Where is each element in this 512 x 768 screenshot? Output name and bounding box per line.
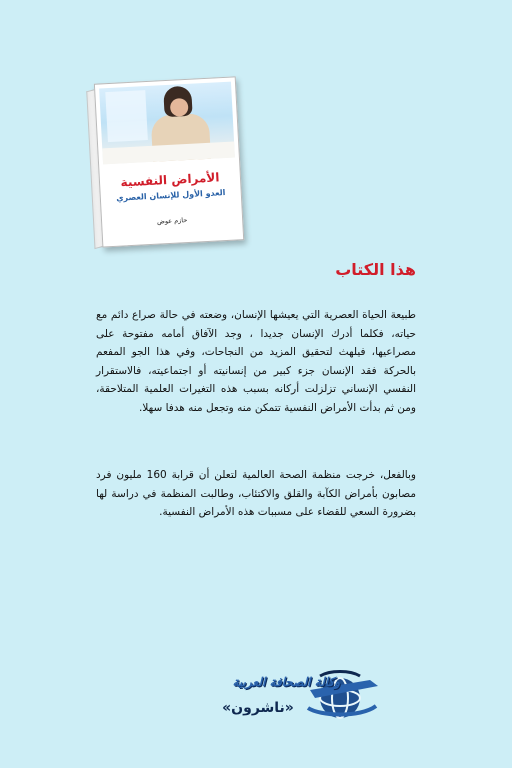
section-heading: هذا الكتاب xyxy=(335,260,416,279)
cover-photo xyxy=(99,82,235,165)
publisher-tagline: «ناشرون» xyxy=(222,700,294,716)
photo-table xyxy=(102,142,235,165)
book-author: حازم عوض xyxy=(156,216,188,226)
body-paragraph-1: طبيعة الحياة العصرية التي يعيشها الإنسان، وضعته في حالة صراع دائم مع حياته، فكلما أدرك الإنسان جديدا ، وجد الآفاق أمامه مفتوحة على مصراعيها، فيلهث لتحقيق المزيد من النجاحات، وفي هذا الجو المفعم بالحركة فقد الإنسان جزء كبير من إنسانيته أو اجتماعيته، فالاستقرار النفسي الإنساني تزلزلت أركانه بسبب هذه التغيرات العلمية المتلاحقة، ومن ثم بدأت الأمراض النفسية تتمكن منه وتجعل منه هدفا سهلا. xyxy=(96,309,416,414)
book-subtitle: العدو الأول للإنسان العصري xyxy=(115,188,226,203)
book-front xyxy=(94,76,244,247)
book-cover-thumbnail xyxy=(94,76,242,245)
photo-window xyxy=(105,90,148,142)
book-title: الأمراض النفسية xyxy=(120,170,220,190)
body-paragraph-2: وبالفعل، خرجت منظمة الصحة العالمية لتعلن أن قرابة 160 مليون فرد مصابون بأمراض الكآبة والقلق والاكتئاب، وطالبت المنظمة في دراسة لها بضرورة السعي للقضاء على مسببات هذه الأمراض النفسية. xyxy=(96,469,416,519)
publisher-name: وكالة الصحافة العربية xyxy=(232,675,340,689)
